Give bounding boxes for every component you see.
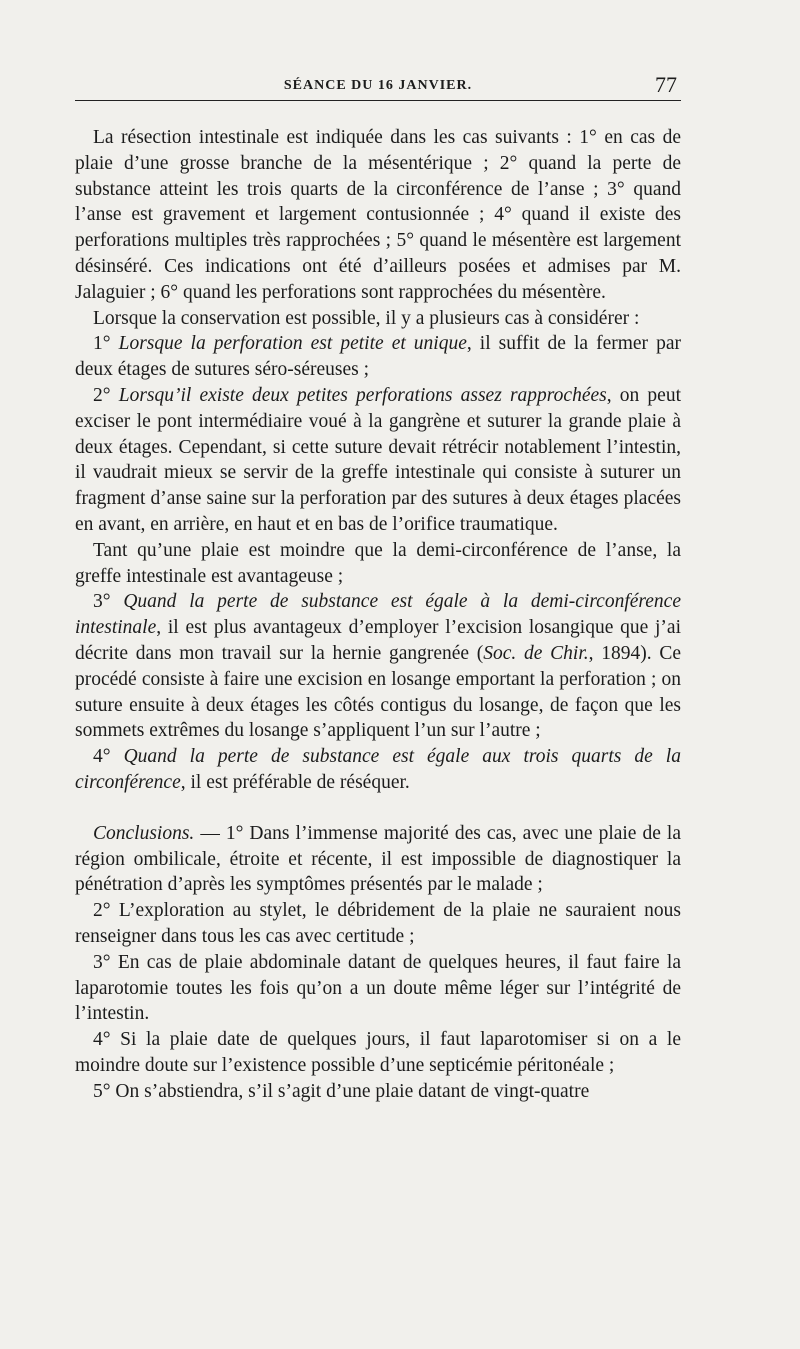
text-segment: Tant qu’une plaie est moindre que la demi-circonférence de l’anse, la greffe intestinale est avantageuse ; bbox=[75, 539, 681, 587]
italic-text: Quand la perte de substance est égale à la demi-circonférence intestinale bbox=[75, 591, 681, 639]
page-number: 77 bbox=[655, 72, 677, 97]
text-segment: — 1° Dans l’immense majorité des cas, avec une plaie de la région ombilicale, étroite et récente, il est impossible de diagnostiquer la pénétration d’après les symptômes présentés par le malade ; bbox=[75, 822, 681, 896]
paragraph bbox=[75, 306, 681, 332]
italic-text: Conclusions. bbox=[93, 822, 195, 844]
running-head: SÉANCE DU 16 JANVIER. bbox=[283, 78, 473, 93]
paragraph bbox=[75, 331, 681, 383]
paragraph bbox=[75, 383, 681, 538]
text-segment: 2° bbox=[93, 384, 119, 406]
header-rule bbox=[75, 100, 681, 101]
text-segment: , il est plus avantageux d’employer l’excision losangique que j’ai décrite dans mon travail sur la hernie gangrenée ( bbox=[75, 617, 681, 664]
text-segment: 2° L’exploration au stylet, le débridement de la plaie ne sauraient nous renseigner dans tous les cas avec certitude ; bbox=[75, 900, 681, 947]
paragraph bbox=[75, 821, 681, 898]
text-segment: 4° Si la plaie date de quelques jours, il faut laparotomiser si on a le moindre doute sur l’existence possible d’une septicémie péritonéale ; bbox=[75, 1029, 681, 1076]
body-text bbox=[75, 125, 681, 1104]
italic-text: Soc. de Chir. bbox=[483, 642, 589, 664]
paragraph bbox=[75, 744, 681, 796]
text-segment: 3° En cas de plaie abdominale datant de quelques heures, il faut faire la laparotomie toutes les fois qu’on a un doute même léger sur l’intégrité de l’intestin. bbox=[75, 951, 681, 1025]
paragraph bbox=[75, 950, 681, 1027]
italic-text: Lorsqu’il existe deux petites perforations assez rapprochées bbox=[118, 384, 607, 406]
paragraph bbox=[75, 589, 681, 744]
text-segment: 4° bbox=[93, 746, 124, 768]
paragraph bbox=[75, 538, 681, 590]
text-segment: , il est préférable de réséquer. bbox=[180, 771, 410, 793]
paragraph bbox=[75, 1079, 681, 1105]
text-segment: 3° bbox=[93, 591, 124, 613]
text-segment: , il suffit de la fermer par deux étages de sutures séro-séreuses ; bbox=[75, 333, 681, 381]
text-segment: Lorsque la conservation est possible, il y a plusieurs cas à considérer : bbox=[93, 307, 640, 329]
page-header bbox=[75, 68, 681, 98]
text-segment: , 1894). Ce procédé consiste à faire une excision en losange emportant la perforation ; on suture ensuite à deux étages les côtés contigus du losange, de façon que les sommets extrêmes du losange s’appliquent l’un sur l’autre ; bbox=[75, 642, 681, 742]
paragraph bbox=[75, 898, 681, 950]
text-segment: , on peut exciser le pont intermédiaire voué à la gangrène et suturer la grande plaie à deux étages. Cependant, si cette suture devait rétrécir notablement l’intestin, il vaudrait mieux se servir de la greffe intestinale qui consiste à suturer un fragment d’anse saine sur la perforation par des sutures à deux étages placées en avant, en arrière, en haut et en bas de l’orifice traumatique. bbox=[75, 384, 681, 535]
text-segment: 1° bbox=[93, 333, 119, 355]
text-segment: La résection intestinale est indiquée dans les cas suivants : 1° en cas de plaie d’une grosse branche de la mésentérique ; 2° quand la perte de substance atteint les trois quarts de la circonférence de l’anse ; 3° quand l’anse est gravement et largement contusionnée ; 4° quand il existe des perforations multiples très rapprochées ; 5° quand le mésentère est largement désinséré. Ces indications ont été d’ailleurs posées et admises par M. Jalaguier ; 6° quand les perforations sont rapprochées du mésentère. bbox=[75, 127, 681, 303]
italic-text: Lorsque la perforation est petite et unique bbox=[118, 333, 467, 355]
book-page bbox=[75, 68, 681, 1104]
text-segment: 5° On s’abstiendra, s’il s’agit d’une plaie datant de vingt-quatre bbox=[93, 1080, 590, 1102]
paragraph bbox=[75, 1027, 681, 1079]
italic-text: Quand la perte de substance est égale aux trois quarts de la circonférence bbox=[75, 746, 681, 793]
paragraph bbox=[75, 125, 681, 306]
